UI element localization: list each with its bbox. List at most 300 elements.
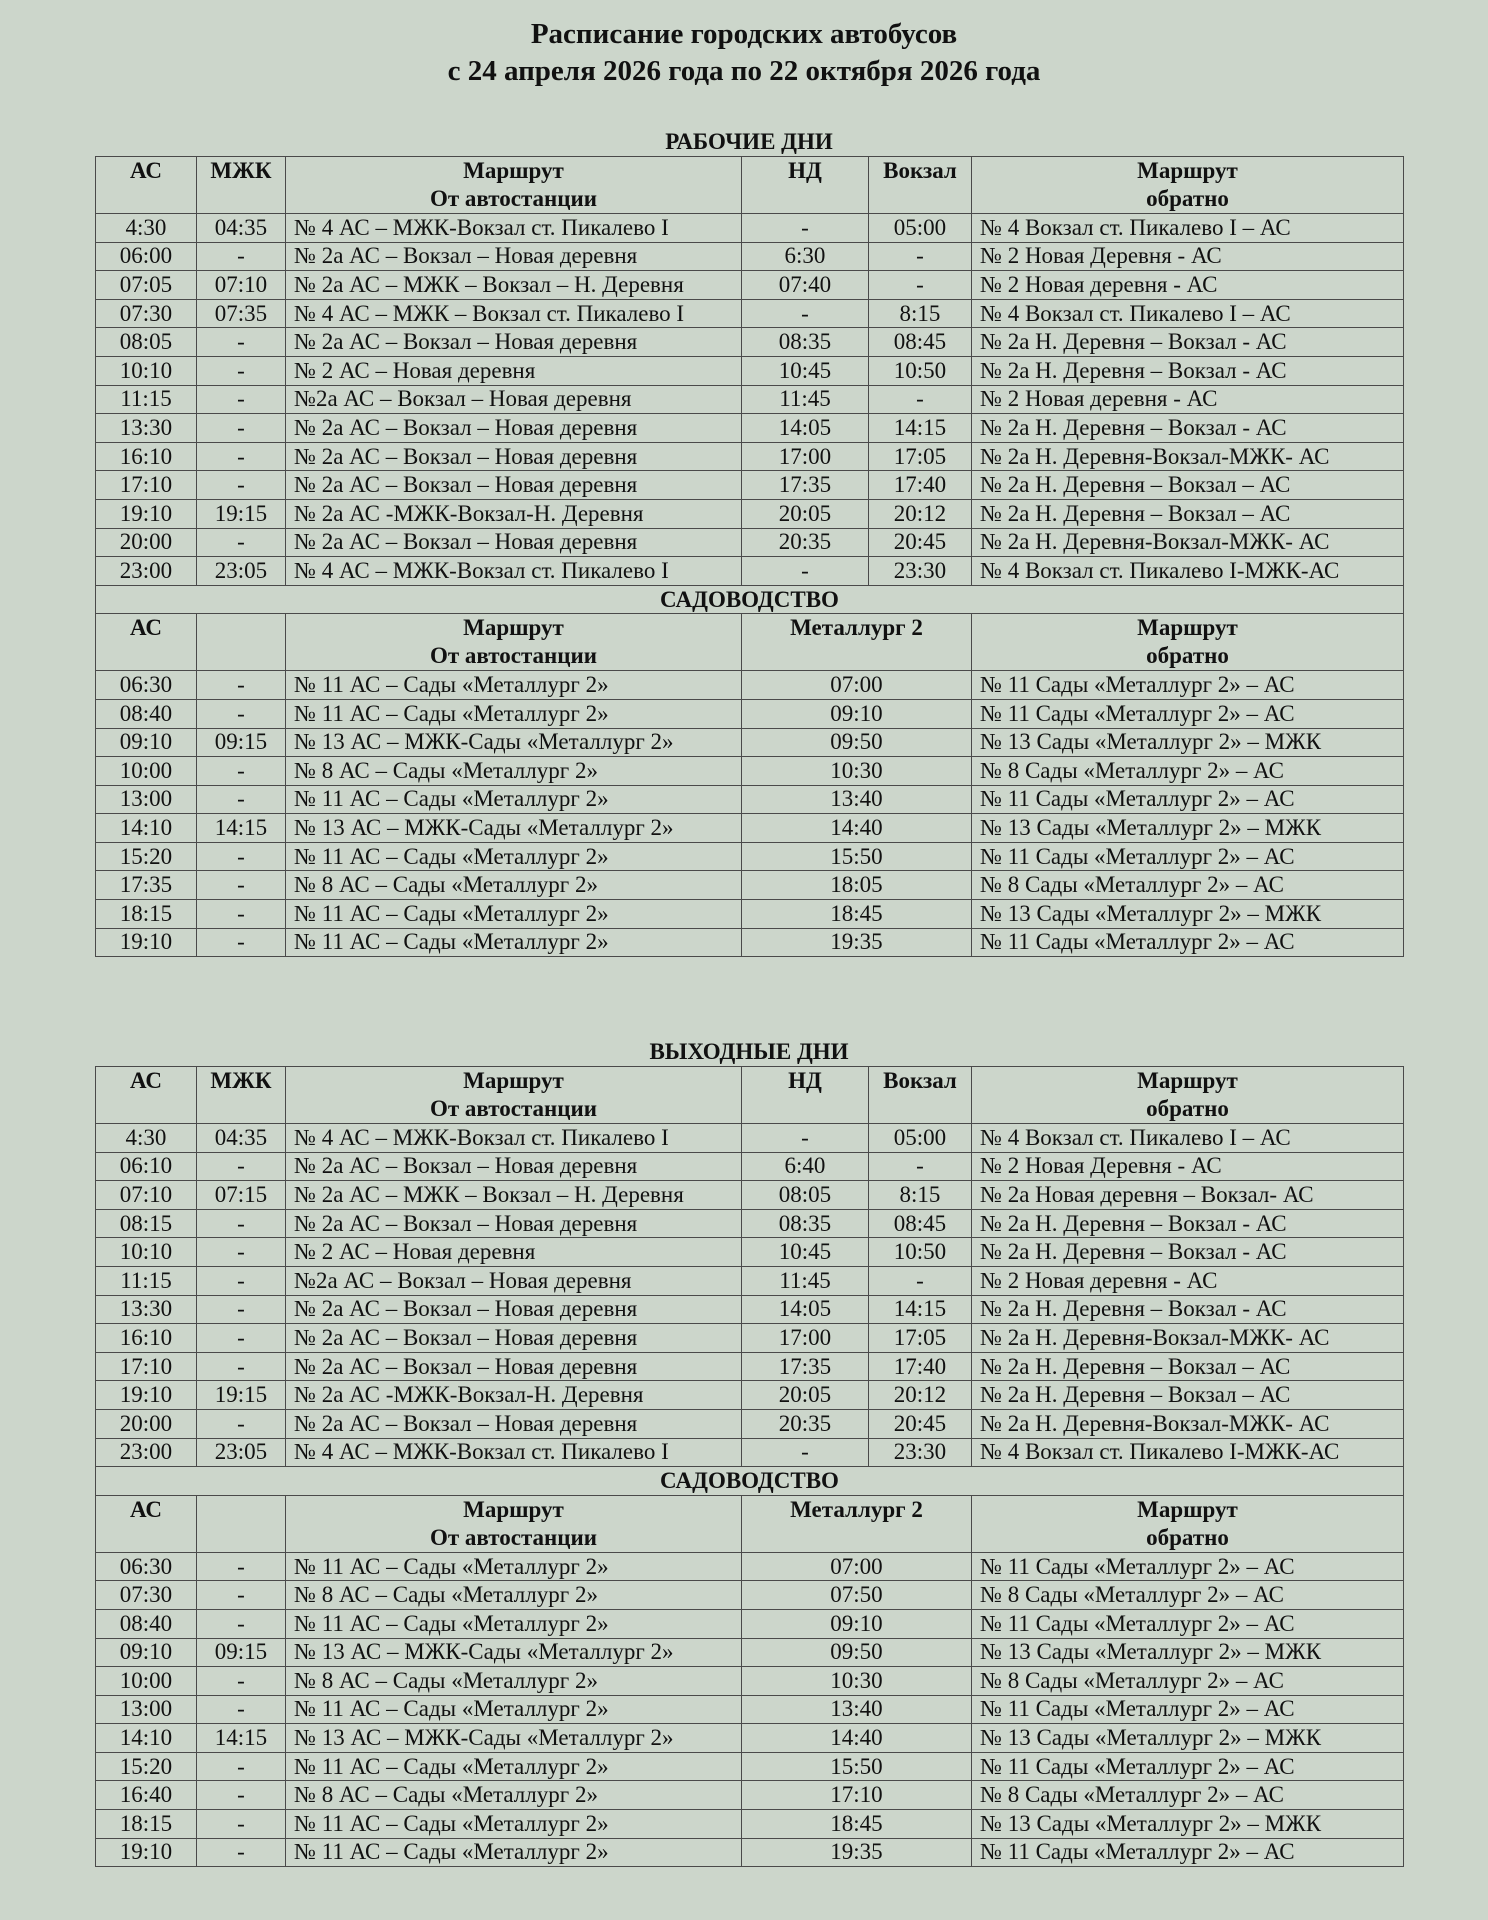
cell-as-time: 06:00 bbox=[96, 242, 197, 271]
cell-mzhk-time: - bbox=[197, 928, 286, 957]
table-row bbox=[96, 1752, 1404, 1781]
cell-route: № 8 АС – Сады «Металлург 2» bbox=[286, 871, 742, 900]
cell-vokzal-time: 10:50 bbox=[869, 1238, 972, 1267]
cell-mzhk-time: - bbox=[197, 785, 286, 814]
cell-nd-time: 17:35 bbox=[742, 1352, 869, 1381]
cell-return-route: № 11 Сады «Металлург 2» – АС bbox=[972, 699, 1404, 728]
cell-route: № 2а АС – Вокзал – Новая деревня bbox=[286, 1352, 742, 1381]
cell-as-time: 10:00 bbox=[96, 757, 197, 786]
cell-mzhk-time: - bbox=[197, 385, 286, 414]
table-row bbox=[96, 1152, 1404, 1181]
cell-mzhk-time: - bbox=[197, 1324, 286, 1353]
cell-vokzal-time: 10:50 bbox=[869, 356, 972, 385]
cell-return-route: № 11 Сады «Металлург 2» – АС bbox=[972, 1695, 1404, 1724]
garden-heading: САДОВОДСТВО bbox=[96, 585, 1404, 614]
table-row bbox=[96, 900, 1404, 929]
col-back bbox=[972, 614, 1404, 671]
cell-route: №2а АС – Вокзал – Новая деревня bbox=[286, 385, 742, 414]
cell-vokzal-time: - bbox=[869, 1152, 972, 1181]
cell-mzhk-time: - bbox=[197, 1581, 286, 1610]
cell-vokzal-time: 17:05 bbox=[869, 442, 972, 471]
cell-route: № 2а АС – Вокзал – Новая деревня bbox=[286, 1209, 742, 1238]
cell-route: № 2а АС -МЖК-Вокзал-Н. Деревня bbox=[286, 1381, 742, 1410]
back-label-1: Маршрут bbox=[1137, 1068, 1238, 1093]
cell-metallurg-time: 19:35 bbox=[742, 928, 972, 957]
cell-mzhk-time: 19:15 bbox=[197, 499, 286, 528]
route-label-2: От автостанции bbox=[429, 186, 598, 211]
table-row bbox=[96, 1667, 1404, 1696]
garden-header-row bbox=[96, 1495, 1404, 1552]
cell-route: № 8 АС – Сады «Металлург 2» bbox=[286, 1667, 742, 1696]
table-row bbox=[96, 214, 1404, 243]
col-back bbox=[972, 1495, 1404, 1552]
cell-return-route: № 2 Новая деревня - АС bbox=[972, 271, 1404, 300]
cell-nd-time: - bbox=[742, 557, 869, 586]
cell-mzhk-time: - bbox=[197, 1609, 286, 1638]
cell-nd-time: 6:40 bbox=[742, 1152, 869, 1181]
workdays-table bbox=[95, 156, 1404, 957]
cell-route: № 2а АС – МЖК – Вокзал – Н. Деревня bbox=[286, 1181, 742, 1210]
cell-mzhk-time: 23:05 bbox=[197, 557, 286, 586]
col-mzhk-empty bbox=[197, 614, 286, 671]
cell-return-route: № 8 Сады «Металлург 2» – АС bbox=[972, 1781, 1404, 1810]
cell-mzhk-time: 09:15 bbox=[197, 1638, 286, 1667]
cell-as-time: 10:10 bbox=[96, 1238, 197, 1267]
cell-return-route: № 2а Н. Деревня – Вокзал – АС bbox=[972, 1381, 1404, 1410]
table-row bbox=[96, 1552, 1404, 1581]
table-row bbox=[96, 1295, 1404, 1324]
cell-mzhk-time: - bbox=[197, 1752, 286, 1781]
table-row bbox=[96, 1695, 1404, 1724]
cell-route: № 4 АС – МЖК-Вокзал ст. Пикалево I bbox=[286, 1124, 742, 1153]
table-row bbox=[96, 1838, 1404, 1867]
cell-route: № 8 АС – Сады «Металлург 2» bbox=[286, 757, 742, 786]
table-row bbox=[96, 1324, 1404, 1353]
cell-mzhk-time: - bbox=[197, 1667, 286, 1696]
table-row bbox=[96, 1352, 1404, 1381]
cell-route: № 4 АС – МЖК-Вокзал ст. Пикалево I bbox=[286, 1438, 742, 1467]
cell-route: № 2а АС – Вокзал – Новая деревня bbox=[286, 1295, 742, 1324]
cell-mzhk-time: - bbox=[197, 328, 286, 357]
cell-route: № 2а АС -МЖК-Вокзал-Н. Деревня bbox=[286, 499, 742, 528]
back-label-1: Маршрут bbox=[1137, 615, 1238, 641]
cell-as-time: 14:10 bbox=[96, 814, 197, 843]
cell-vokzal-time: - bbox=[869, 1266, 972, 1295]
cell-as-time: 09:10 bbox=[96, 1638, 197, 1667]
cell-vokzal-time: 05:00 bbox=[869, 1124, 972, 1153]
cell-mzhk-time: 23:05 bbox=[197, 1438, 286, 1467]
cell-metallurg-time: 18:05 bbox=[742, 871, 972, 900]
cell-metallurg-time: 17:10 bbox=[742, 1781, 972, 1810]
cell-mzhk-time: - bbox=[197, 1238, 286, 1267]
cell-as-time: 06:30 bbox=[96, 671, 197, 700]
table-row bbox=[96, 699, 1404, 728]
cell-as-time: 08:15 bbox=[96, 1209, 197, 1238]
cell-vokzal-time: 23:30 bbox=[869, 557, 972, 586]
col-back bbox=[972, 157, 1404, 214]
col-nd: НД bbox=[742, 157, 869, 214]
cell-nd-time: - bbox=[742, 299, 869, 328]
route-label-1: Маршрут bbox=[463, 615, 564, 641]
cell-vokzal-time: 20:12 bbox=[869, 499, 972, 528]
cell-route: № 2 АС – Новая деревня bbox=[286, 1238, 742, 1267]
table-row bbox=[96, 299, 1404, 328]
cell-route: № 11 АС – Сады «Металлург 2» bbox=[286, 900, 742, 929]
cell-vokzal-time: - bbox=[869, 385, 972, 414]
cell-return-route: № 11 Сады «Металлург 2» – АС bbox=[972, 928, 1404, 957]
cell-mzhk-time: - bbox=[197, 442, 286, 471]
cell-metallurg-time: 09:50 bbox=[742, 728, 972, 757]
cell-nd-time: 11:45 bbox=[742, 385, 869, 414]
cell-as-time: 17:35 bbox=[96, 871, 197, 900]
cell-vokzal-time: 20:12 bbox=[869, 1381, 972, 1410]
table-row bbox=[96, 1238, 1404, 1267]
cell-as-time: 23:00 bbox=[96, 1438, 197, 1467]
cell-route: № 11 АС – Сады «Металлург 2» bbox=[286, 671, 742, 700]
cell-vokzal-time: 17:40 bbox=[869, 471, 972, 500]
cell-mzhk-time: - bbox=[197, 1209, 286, 1238]
col-metallurg: Металлург 2 bbox=[742, 1495, 972, 1552]
cell-mzhk-time: - bbox=[197, 1352, 286, 1381]
cell-mzhk-time: 07:10 bbox=[197, 271, 286, 300]
cell-return-route: № 2а Новая деревня – Вокзал- АС bbox=[972, 1181, 1404, 1210]
cell-mzhk-time: - bbox=[197, 699, 286, 728]
cell-as-time: 20:00 bbox=[96, 528, 197, 557]
cell-return-route: № 4 Вокзал ст. Пикалево I – АС bbox=[972, 299, 1404, 328]
garden-header-row bbox=[96, 614, 1404, 671]
cell-mzhk-time: - bbox=[197, 671, 286, 700]
cell-metallurg-time: 13:40 bbox=[742, 785, 972, 814]
col-as: АС bbox=[96, 1495, 197, 1552]
col-vokzal: Вокзал bbox=[869, 157, 972, 214]
cell-as-time: 09:10 bbox=[96, 728, 197, 757]
cell-route: № 13 АС – МЖК-Сады «Металлург 2» bbox=[286, 814, 742, 843]
cell-nd-time: 17:35 bbox=[742, 471, 869, 500]
cell-return-route: № 11 Сады «Металлург 2» – АС bbox=[972, 842, 1404, 871]
cell-nd-time: 14:05 bbox=[742, 1295, 869, 1324]
cell-as-time: 19:10 bbox=[96, 499, 197, 528]
workdays-heading: РАБОЧИЕ ДНИ bbox=[665, 129, 833, 154]
cell-metallurg-time: 09:50 bbox=[742, 1638, 972, 1667]
cell-metallurg-time: 10:30 bbox=[742, 757, 972, 786]
cell-vokzal-time: 14:15 bbox=[869, 414, 972, 443]
cell-vokzal-time: 20:45 bbox=[869, 1409, 972, 1438]
cell-mzhk-time: 09:15 bbox=[197, 728, 286, 757]
cell-return-route: № 2а Н. Деревня – Вокзал - АС bbox=[972, 1209, 1404, 1238]
table-row bbox=[96, 328, 1404, 357]
cell-return-route: № 2а Н. Деревня – Вокзал - АС bbox=[972, 328, 1404, 357]
cell-as-time: 13:30 bbox=[96, 1295, 197, 1324]
cell-as-time: 16:10 bbox=[96, 1324, 197, 1353]
cell-mzhk-time: - bbox=[197, 1552, 286, 1581]
col-as: АС bbox=[96, 614, 197, 671]
cell-as-time: 07:05 bbox=[96, 271, 197, 300]
table-row bbox=[96, 1638, 1404, 1667]
cell-route: № 2а АС – МЖК – Вокзал – Н. Деревня bbox=[286, 271, 742, 300]
garden-heading: САДОВОДСТВО bbox=[96, 1467, 1404, 1496]
cell-route: №2а АС – Вокзал – Новая деревня bbox=[286, 1266, 742, 1295]
cell-mzhk-time: 07:35 bbox=[197, 299, 286, 328]
cell-nd-time: 07:40 bbox=[742, 271, 869, 300]
cell-metallurg-time: 10:30 bbox=[742, 1667, 972, 1696]
cell-nd-time: 20:05 bbox=[742, 499, 869, 528]
table-row bbox=[96, 871, 1404, 900]
cell-vokzal-time: 23:30 bbox=[869, 1438, 972, 1467]
weekends-heading: ВЫХОДНЫЕ ДНИ bbox=[649, 1039, 849, 1064]
cell-return-route: № 2а Н. Деревня – Вокзал - АС bbox=[972, 356, 1404, 385]
cell-metallurg-time: 14:40 bbox=[742, 1724, 972, 1753]
col-as: АС bbox=[96, 1067, 197, 1124]
cell-vokzal-time: 8:15 bbox=[869, 299, 972, 328]
cell-return-route: № 8 Сады «Металлург 2» – АС bbox=[972, 1581, 1404, 1610]
cell-mzhk-time: - bbox=[197, 1810, 286, 1839]
cell-route: № 11 АС – Сады «Металлург 2» bbox=[286, 785, 742, 814]
cell-metallurg-time: 14:40 bbox=[742, 814, 972, 843]
cell-mzhk-time: - bbox=[197, 1152, 286, 1181]
cell-route: № 8 АС – Сады «Металлург 2» bbox=[286, 1581, 742, 1610]
route-label-2: От автостанции bbox=[429, 1524, 598, 1550]
table-row bbox=[96, 1781, 1404, 1810]
cell-return-route: № 4 Вокзал ст. Пикалево I – АС bbox=[972, 214, 1404, 243]
cell-nd-time: 17:00 bbox=[742, 1324, 869, 1353]
cell-nd-time: 08:05 bbox=[742, 1181, 869, 1210]
cell-mzhk-time: 14:15 bbox=[197, 1724, 286, 1753]
cell-return-route: № 4 Вокзал ст. Пикалево I-МЖК-АС bbox=[972, 557, 1404, 586]
cell-mzhk-time: 07:15 bbox=[197, 1181, 286, 1210]
cell-as-time: 13:30 bbox=[96, 414, 197, 443]
col-back bbox=[972, 1067, 1404, 1124]
cell-return-route: № 4 Вокзал ст. Пикалево I – АС bbox=[972, 1124, 1404, 1153]
table-row bbox=[96, 1181, 1404, 1210]
table-row bbox=[96, 1409, 1404, 1438]
cell-route: № 2а АС – Вокзал – Новая деревня bbox=[286, 1409, 742, 1438]
cell-mzhk-time: 04:35 bbox=[197, 1124, 286, 1153]
back-label-1: Маршрут bbox=[1137, 158, 1238, 183]
cell-mzhk-time: - bbox=[197, 356, 286, 385]
cell-as-time: 11:15 bbox=[96, 1266, 197, 1295]
cell-metallurg-time: 18:45 bbox=[742, 900, 972, 929]
cell-route: № 4 АС – МЖК – Вокзал ст. Пикалево I bbox=[286, 299, 742, 328]
cell-nd-time: 20:35 bbox=[742, 528, 869, 557]
cell-as-time: 17:10 bbox=[96, 1352, 197, 1381]
route-label-2: От автостанции bbox=[429, 1096, 598, 1121]
cell-vokzal-time: 08:45 bbox=[869, 328, 972, 357]
workdays-garden-body bbox=[96, 585, 1404, 957]
cell-metallurg-time: 15:50 bbox=[742, 1752, 972, 1781]
table-row bbox=[96, 842, 1404, 871]
cell-as-time: 17:10 bbox=[96, 471, 197, 500]
cell-nd-time: 20:05 bbox=[742, 1381, 869, 1410]
cell-metallurg-time: 13:40 bbox=[742, 1695, 972, 1724]
cell-as-time: 11:15 bbox=[96, 385, 197, 414]
cell-mzhk-time: - bbox=[197, 414, 286, 443]
cell-route: № 2а АС – Вокзал – Новая деревня bbox=[286, 471, 742, 500]
table-row bbox=[96, 356, 1404, 385]
col-route bbox=[286, 614, 742, 671]
cell-metallurg-time: 09:10 bbox=[742, 699, 972, 728]
cell-return-route: № 2а Н. Деревня-Вокзал-МЖК- АС bbox=[972, 442, 1404, 471]
col-vokzal: Вокзал bbox=[869, 1067, 972, 1124]
cell-return-route: № 2 Новая деревня - АС bbox=[972, 1266, 1404, 1295]
cell-mzhk-time: - bbox=[197, 1781, 286, 1810]
workdays-block bbox=[95, 124, 1403, 957]
header-row bbox=[96, 1067, 1404, 1124]
workdays-main-body bbox=[96, 157, 1404, 586]
cell-route: № 2а АС – Вокзал – Новая деревня bbox=[286, 1152, 742, 1181]
cell-nd-time: 20:35 bbox=[742, 1409, 869, 1438]
cell-as-time: 18:15 bbox=[96, 900, 197, 929]
cell-vokzal-time: 05:00 bbox=[869, 214, 972, 243]
table-row bbox=[96, 557, 1404, 586]
table-row bbox=[96, 499, 1404, 528]
table-row bbox=[96, 785, 1404, 814]
cell-return-route: № 2 Новая деревня - АС bbox=[972, 385, 1404, 414]
table-row bbox=[96, 271, 1404, 300]
table-row bbox=[96, 1581, 1404, 1610]
table-row bbox=[96, 1266, 1404, 1295]
cell-route: № 2а АС – Вокзал – Новая деревня bbox=[286, 1324, 742, 1353]
cell-route: № 11 АС – Сады «Металлург 2» bbox=[286, 1695, 742, 1724]
weekends-block bbox=[95, 1034, 1403, 1867]
cell-route: № 13 АС – МЖК-Сады «Металлург 2» bbox=[286, 1638, 742, 1667]
col-as: АС bbox=[96, 157, 197, 214]
cell-return-route: № 2а Н. Деревня-Вокзал-МЖК- АС bbox=[972, 1324, 1404, 1353]
cell-route: № 11 АС – Сады «Металлург 2» bbox=[286, 1838, 742, 1867]
cell-return-route: № 11 Сады «Металлург 2» – АС bbox=[972, 1752, 1404, 1781]
cell-mzhk-time: - bbox=[197, 471, 286, 500]
cell-route: № 2а АС – Вокзал – Новая деревня bbox=[286, 414, 742, 443]
cell-nd-time: 08:35 bbox=[742, 1209, 869, 1238]
back-label-2: обратно bbox=[1146, 1096, 1229, 1121]
cell-return-route: № 2а Н. Деревня – Вокзал – АС bbox=[972, 1352, 1404, 1381]
cell-nd-time: 10:45 bbox=[742, 356, 869, 385]
cell-return-route: № 2а Н. Деревня – Вокзал - АС bbox=[972, 414, 1404, 443]
col-route bbox=[286, 1495, 742, 1552]
table-row bbox=[96, 1381, 1404, 1410]
cell-mzhk-time: - bbox=[197, 842, 286, 871]
table-row bbox=[96, 814, 1404, 843]
cell-return-route: № 13 Сады «Металлург 2» – МЖК bbox=[972, 814, 1404, 843]
cell-as-time: 23:00 bbox=[96, 557, 197, 586]
cell-mzhk-time: - bbox=[197, 242, 286, 271]
weekends-garden-body bbox=[96, 1467, 1404, 1867]
weekends-main-body bbox=[96, 1067, 1404, 1467]
cell-nd-time: - bbox=[742, 1124, 869, 1153]
cell-mzhk-time: - bbox=[197, 871, 286, 900]
title-line-2: с 24 апреля 2026 года по 22 октября 2026 года bbox=[447, 55, 1041, 87]
col-metallurg: Металлург 2 bbox=[742, 614, 972, 671]
table-row bbox=[96, 242, 1404, 271]
cell-return-route: № 13 Сады «Металлург 2» – МЖК bbox=[972, 728, 1404, 757]
cell-return-route: № 13 Сады «Металлург 2» – МЖК bbox=[972, 900, 1404, 929]
cell-mzhk-time: - bbox=[197, 1838, 286, 1867]
cell-return-route: № 2а Н. Деревня – Вокзал - АС bbox=[972, 1238, 1404, 1267]
cell-return-route: № 8 Сады «Металлург 2» – АС bbox=[972, 871, 1404, 900]
cell-nd-time: 6:30 bbox=[742, 242, 869, 271]
cell-return-route: № 2а Н. Деревня – Вокзал - АС bbox=[972, 1295, 1404, 1324]
cell-route: № 8 АС – Сады «Металлург 2» bbox=[286, 1781, 742, 1810]
cell-vokzal-time: - bbox=[869, 271, 972, 300]
route-label-1: Маршрут bbox=[463, 158, 564, 183]
cell-return-route: № 11 Сады «Металлург 2» – АС bbox=[972, 1552, 1404, 1581]
cell-route: № 2 АС – Новая деревня bbox=[286, 356, 742, 385]
cell-return-route: № 13 Сады «Металлург 2» – МЖК bbox=[972, 1724, 1404, 1753]
cell-as-time: 13:00 bbox=[96, 1695, 197, 1724]
cell-as-time: 07:30 bbox=[96, 299, 197, 328]
cell-return-route: № 11 Сады «Металлург 2» – АС bbox=[972, 1609, 1404, 1638]
cell-nd-time: 17:00 bbox=[742, 442, 869, 471]
header-row bbox=[96, 157, 1404, 214]
cell-mzhk-time: 14:15 bbox=[197, 814, 286, 843]
cell-nd-time: 10:45 bbox=[742, 1238, 869, 1267]
table-row bbox=[96, 442, 1404, 471]
cell-return-route: № 4 Вокзал ст. Пикалево I-МЖК-АС bbox=[972, 1438, 1404, 1467]
back-label-2: обратно bbox=[1146, 1524, 1229, 1550]
cell-route: № 11 АС – Сады «Металлург 2» bbox=[286, 928, 742, 957]
cell-route: № 4 АС – МЖК-Вокзал ст. Пикалево I bbox=[286, 214, 742, 243]
cell-route: № 4 АС – МЖК-Вокзал ст. Пикалево I bbox=[286, 557, 742, 586]
cell-return-route: № 8 Сады «Металлург 2» – АС bbox=[972, 1667, 1404, 1696]
cell-as-time: 20:00 bbox=[96, 1409, 197, 1438]
cell-as-time: 06:30 bbox=[96, 1552, 197, 1581]
cell-return-route: № 2а Н. Деревня – Вокзал – АС bbox=[972, 471, 1404, 500]
cell-return-route: № 2а Н. Деревня – Вокзал – АС bbox=[972, 499, 1404, 528]
cell-metallurg-time: 07:00 bbox=[742, 671, 972, 700]
table-row bbox=[96, 1438, 1404, 1467]
cell-route: № 11 АС – Сады «Металлург 2» bbox=[286, 1752, 742, 1781]
title-line-1: Расписание городских автобусов bbox=[530, 18, 958, 50]
cell-as-time: 08:05 bbox=[96, 328, 197, 357]
route-label-1: Маршрут bbox=[463, 1496, 564, 1522]
section-row bbox=[96, 585, 1404, 614]
cell-mzhk-time: - bbox=[197, 757, 286, 786]
cell-route: № 2а АС – Вокзал – Новая деревня bbox=[286, 528, 742, 557]
cell-as-time: 4:30 bbox=[96, 1124, 197, 1153]
table-row bbox=[96, 471, 1404, 500]
cell-route: № 11 АС – Сады «Металлург 2» bbox=[286, 699, 742, 728]
cell-mzhk-time: 04:35 bbox=[197, 214, 286, 243]
cell-as-time: 15:20 bbox=[96, 1752, 197, 1781]
cell-route: № 13 АС – МЖК-Сады «Металлург 2» bbox=[286, 728, 742, 757]
cell-vokzal-time: 14:15 bbox=[869, 1295, 972, 1324]
cell-return-route: № 2а Н. Деревня-Вокзал-МЖК- АС bbox=[972, 528, 1404, 557]
cell-as-time: 07:10 bbox=[96, 1181, 197, 1210]
cell-route: № 11 АС – Сады «Металлург 2» bbox=[286, 1552, 742, 1581]
cell-as-time: 10:00 bbox=[96, 1667, 197, 1696]
table-row bbox=[96, 1124, 1404, 1153]
col-mzhk-empty bbox=[197, 1495, 286, 1552]
cell-return-route: № 2 Новая Деревня - АС bbox=[972, 242, 1404, 271]
cell-route: № 13 АС – МЖК-Сады «Металлург 2» bbox=[286, 1724, 742, 1753]
cell-route: № 11 АС – Сады «Металлург 2» bbox=[286, 842, 742, 871]
cell-vokzal-time: - bbox=[869, 242, 972, 271]
cell-route: № 2а АС – Вокзал – Новая деревня bbox=[286, 242, 742, 271]
cell-return-route: № 11 Сады «Металлург 2» – АС bbox=[972, 1838, 1404, 1867]
cell-nd-time: 11:45 bbox=[742, 1266, 869, 1295]
back-label-1: Маршрут bbox=[1137, 1496, 1238, 1522]
table-row bbox=[96, 1810, 1404, 1839]
cell-return-route: № 13 Сады «Металлург 2» – МЖК bbox=[972, 1810, 1404, 1839]
cell-as-time: 06:10 bbox=[96, 1152, 197, 1181]
table-row bbox=[96, 385, 1404, 414]
back-label-2: обратно bbox=[1146, 643, 1229, 669]
cell-vokzal-time: 20:45 bbox=[869, 528, 972, 557]
cell-as-time: 13:00 bbox=[96, 785, 197, 814]
table-row bbox=[96, 528, 1404, 557]
col-route bbox=[286, 1067, 742, 1124]
cell-nd-time: - bbox=[742, 1438, 869, 1467]
back-label-2: обратно bbox=[1146, 186, 1229, 211]
